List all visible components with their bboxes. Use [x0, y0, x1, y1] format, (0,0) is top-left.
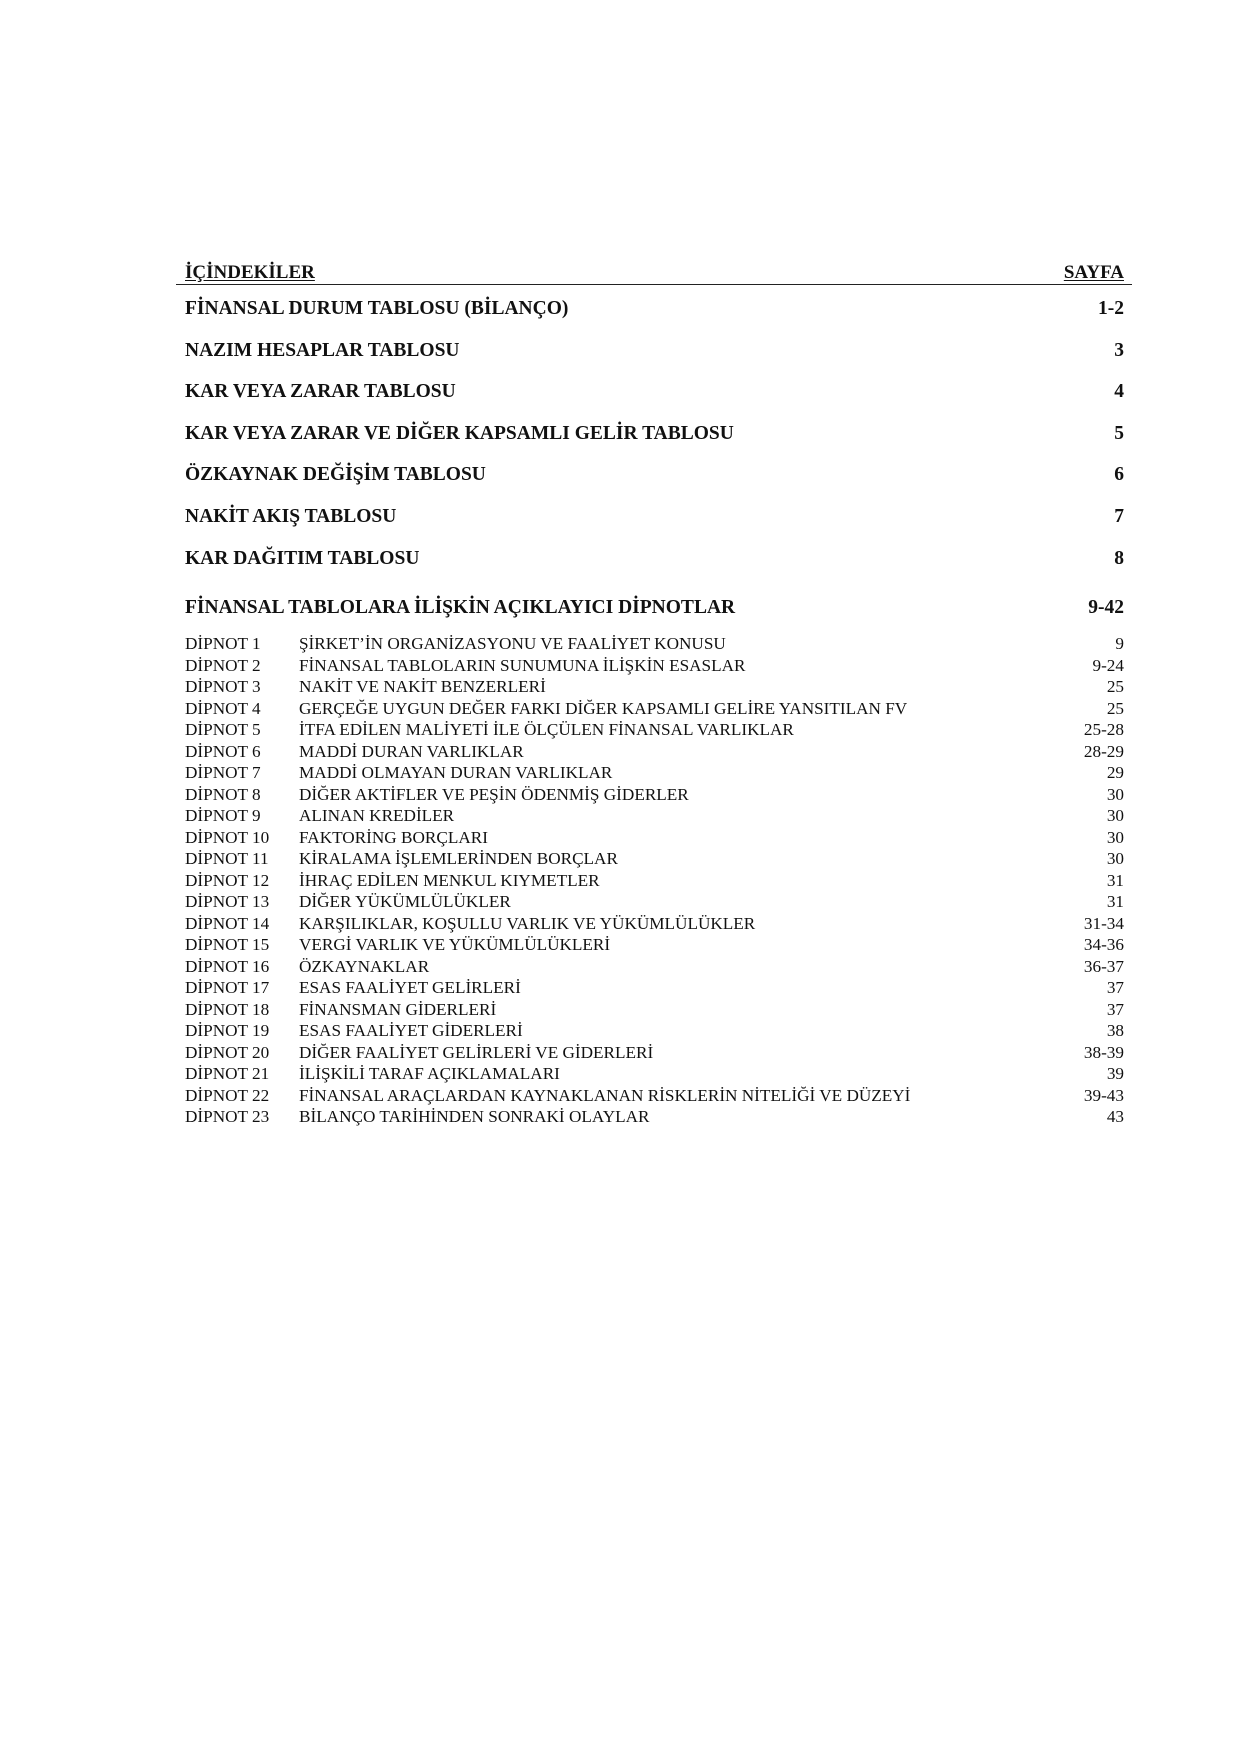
toc-entry — [176, 381, 1132, 423]
footnote-number: DİPNOT 23 — [185, 1107, 270, 1127]
footnote-row — [176, 634, 1132, 656]
footnote-title: DİĞER AKTİFLER VE PEŞİN ÖDENMİŞ GİDERLER — [299, 784, 689, 804]
footnote-row — [176, 1107, 1132, 1129]
footnote-page: 31 — [1106, 870, 1124, 890]
footnote-page: 30 — [1106, 806, 1124, 826]
footnote-title: ÖZKAYNAKLAR — [299, 956, 430, 976]
toc-entry — [176, 340, 1132, 382]
footnote-row — [176, 720, 1132, 742]
footnote-number: DİPNOT 15 — [185, 935, 270, 955]
footnote-row — [176, 1043, 1132, 1065]
footnote-row — [176, 978, 1132, 1000]
toc-header — [176, 258, 1132, 285]
footnote-page: 36-37 — [1083, 956, 1124, 976]
footnote-row — [176, 1021, 1132, 1043]
footnote-row — [176, 806, 1132, 828]
footnote-page: 37 — [1106, 999, 1124, 1019]
footnote-row — [176, 1064, 1132, 1086]
footnote-number: DİPNOT 10 — [185, 827, 270, 847]
footnote-title: KARŞILIKLAR, KOŞULLU VARLIK VE YÜKÜMLÜLÜKLER — [299, 913, 756, 933]
footnote-row — [176, 763, 1132, 785]
toc-entry-page: 5 — [1114, 422, 1124, 444]
footnote-row — [176, 871, 1132, 893]
footnote-title: NAKİT VE NAKİT BENZERLERİ — [299, 677, 546, 697]
footnote-row — [176, 849, 1132, 871]
footnote-title: GERÇEĞE UYGUN DEĞER FARKI DİĞER KAPSAMLI GELİRE YANSITILAN FV — [299, 698, 908, 718]
footnote-page: 30 — [1106, 827, 1124, 847]
toc-entry-page: 3 — [1114, 339, 1124, 361]
footnote-row — [176, 914, 1132, 936]
footnote-page: 34-36 — [1083, 935, 1124, 955]
footnote-row — [176, 742, 1132, 764]
footnote-number: DİPNOT 14 — [185, 913, 270, 933]
footnote-number: DİPNOT 11 — [185, 849, 269, 869]
footnote-number: DİPNOT 3 — [185, 677, 261, 697]
footnote-row — [176, 828, 1132, 850]
footnote-page: 9 — [1115, 634, 1124, 654]
footnote-number: DİPNOT 20 — [185, 1042, 270, 1062]
toc-entry-page: 7 — [1114, 505, 1124, 527]
toc-title: İÇİNDEKİLER — [185, 262, 315, 283]
footnote-row — [176, 656, 1132, 678]
footnote-title: VERGİ VARLIK VE YÜKÜMLÜLÜKLERİ — [299, 935, 611, 955]
footnote-title: ESAS FAALİYET GİDERLERİ — [299, 1021, 523, 1041]
footnote-page: 43 — [1106, 1107, 1124, 1127]
footnote-title: ALINAN KREDİLER — [299, 806, 455, 826]
footnotes-heading — [176, 597, 1132, 634]
footnote-page: 25 — [1106, 698, 1124, 718]
footnote-page: 30 — [1106, 849, 1124, 869]
footnote-title: MADDİ OLMAYAN DURAN VARLIKLAR — [299, 763, 613, 783]
footnote-number: DİPNOT 7 — [185, 763, 261, 783]
footnote-number: DİPNOT 13 — [185, 892, 270, 912]
toc-entry-label: ÖZKAYNAK DEĞİŞİM TABLOSU — [185, 464, 486, 486]
footnote-number: DİPNOT 1 — [185, 634, 261, 654]
footnote-page: 31 — [1106, 892, 1124, 912]
footnote-number: DİPNOT 16 — [185, 956, 270, 976]
toc-entry — [176, 464, 1132, 506]
toc-entry — [176, 423, 1132, 465]
footnote-row — [176, 699, 1132, 721]
footnote-title: FAKTORİNG BORÇLARI — [299, 827, 488, 847]
footnote-page: 37 — [1106, 978, 1124, 998]
footnotes-list — [176, 634, 1132, 1129]
toc-entry — [176, 298, 1132, 340]
footnote-number: DİPNOT 2 — [185, 655, 261, 675]
footnotes-heading-page: 9-42 — [1088, 597, 1124, 619]
toc-entry-label: KAR DAĞITIM TABLOSU — [185, 547, 420, 569]
footnote-page: 39-43 — [1083, 1085, 1124, 1105]
footnote-title: BİLANÇO TARİHİNDEN SONRAKİ OLAYLAR — [299, 1107, 650, 1127]
footnote-row — [176, 1086, 1132, 1108]
footnote-number: DİPNOT 6 — [185, 741, 261, 761]
footnote-title: İHRAÇ EDİLEN MENKUL KIYMETLER — [299, 870, 600, 890]
footnote-page: 30 — [1106, 784, 1124, 804]
footnote-title: DİĞER YÜKÜMLÜLÜKLER — [299, 892, 511, 912]
main-statements-list — [176, 298, 1132, 589]
toc-entry — [176, 506, 1132, 548]
toc-entry-page: 4 — [1114, 381, 1124, 403]
footnote-title: İLİŞKİLİ TARAF AÇIKLAMALARI — [299, 1064, 560, 1084]
footnote-title: DİĞER FAALİYET GELİRLERİ VE GİDERLERİ — [299, 1042, 654, 1062]
footnote-number: DİPNOT 8 — [185, 784, 261, 804]
footnote-row — [176, 1000, 1132, 1022]
footnote-page: 25-28 — [1083, 720, 1124, 740]
toc-entry — [176, 548, 1132, 590]
footnote-number: DİPNOT 4 — [185, 698, 261, 718]
table-of-contents — [176, 258, 1132, 1129]
footnote-number: DİPNOT 5 — [185, 720, 261, 740]
footnote-title: ŞİRKET’İN ORGANİZASYONU VE FAALİYET KONUSU — [299, 634, 726, 654]
footnote-number: DİPNOT 18 — [185, 999, 270, 1019]
footnote-row — [176, 785, 1132, 807]
footnote-title: FİNANSAL ARAÇLARDAN KAYNAKLANAN RİSKLERİN NİTELİĞİ VE DÜZEYİ — [299, 1085, 911, 1105]
toc-entry-page: 8 — [1114, 547, 1124, 569]
footnote-row — [176, 957, 1132, 979]
footnote-page: 38 — [1106, 1021, 1124, 1041]
toc-entry-page: 6 — [1114, 464, 1124, 486]
toc-entry-label: NAZIM HESAPLAR TABLOSU — [185, 339, 460, 361]
footnote-number: DİPNOT 22 — [185, 1085, 270, 1105]
footnote-title: FİNANSMAN GİDERLERİ — [299, 999, 497, 1019]
toc-entry-label: KAR VEYA ZARAR TABLOSU — [185, 381, 456, 403]
footnote-page: 25 — [1106, 677, 1124, 697]
footnote-number: DİPNOT 12 — [185, 870, 270, 890]
footnote-number: DİPNOT 21 — [185, 1064, 270, 1084]
footnote-page: 31-34 — [1083, 913, 1124, 933]
page-column-header: SAYFA — [1063, 262, 1124, 283]
footnote-row — [176, 892, 1132, 914]
toc-entry-label: KAR VEYA ZARAR VE DİĞER KAPSAMLI GELİR TABLOSU — [185, 422, 734, 444]
footnote-page: 39 — [1106, 1064, 1124, 1084]
toc-entry-label: NAKİT AKIŞ TABLOSU — [185, 505, 397, 527]
footnote-title: ESAS FAALİYET GELİRLERİ — [299, 978, 521, 998]
toc-entry-label: FİNANSAL DURUM TABLOSU (BİLANÇO) — [185, 298, 569, 319]
footnotes-heading-label: FİNANSAL TABLOLARA İLİŞKİN AÇIKLAYICI DİPNOTLAR — [185, 597, 736, 619]
footnote-number: DİPNOT 9 — [185, 806, 261, 826]
footnote-title: FİNANSAL TABLOLARIN SUNUMUNA İLİŞKİN ESASLAR — [299, 655, 746, 675]
footnote-row — [176, 677, 1132, 699]
footnote-page: 29 — [1106, 763, 1124, 783]
footnote-page: 28-29 — [1083, 741, 1124, 761]
toc-entry-page: 1-2 — [1098, 298, 1124, 319]
footnote-title: KİRALAMA İŞLEMLERİNDEN BORÇLAR — [299, 849, 618, 869]
footnote-number: DİPNOT 19 — [185, 1021, 270, 1041]
footnote-page: 9-24 — [1092, 655, 1124, 675]
footnote-row — [176, 935, 1132, 957]
footnote-title: MADDİ DURAN VARLIKLAR — [299, 741, 524, 761]
footnote-number: DİPNOT 17 — [185, 978, 270, 998]
footnote-page: 38-39 — [1083, 1042, 1124, 1062]
footnote-title: İTFA EDİLEN MALİYETİ İLE ÖLÇÜLEN FİNANSAL VARLIKLAR — [299, 720, 794, 740]
